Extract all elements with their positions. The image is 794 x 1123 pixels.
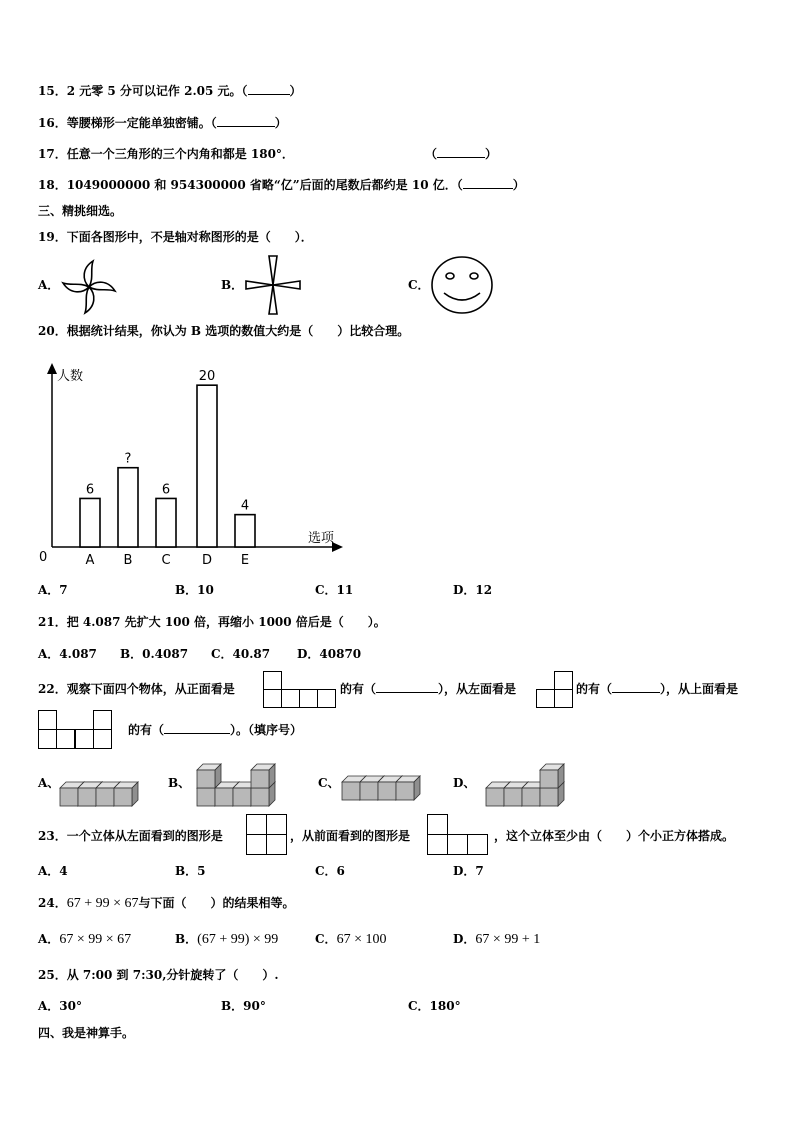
question-22-part4: 的有（ ）。（填序号） (128, 723, 303, 737)
tick-label-C: C (161, 553, 171, 568)
left-view-2x2-figure (246, 814, 288, 856)
answer-blank[interactable] (376, 681, 438, 693)
option-c[interactable]: C． (408, 278, 430, 292)
answer-blank[interactable] (164, 722, 230, 734)
option-b[interactable]: B． (221, 278, 244, 292)
question-17: 17．任意一个三角形的三个内角和都是 180°． (38, 147, 294, 161)
smiley-face-icon (430, 255, 494, 315)
data-label-D: 20 (198, 369, 216, 385)
question-22-part3: 的有（ ），从上面看是 (576, 682, 739, 696)
cube-figure-c (340, 762, 430, 802)
option-c[interactable]: C．11 (315, 583, 354, 597)
cube (251, 764, 275, 788)
option-c[interactable]: C．180° (408, 999, 461, 1013)
cube-figure-a (58, 758, 144, 808)
answer-blank[interactable] (217, 115, 275, 127)
option-a[interactable]: A、 (38, 776, 60, 790)
option-b[interactable]: B．90° (221, 999, 266, 1013)
answer-blank[interactable] (248, 83, 290, 95)
bar-A (80, 498, 100, 547)
cube (396, 776, 420, 800)
option-d[interactable]: D、 (453, 776, 476, 790)
tick-label-B: B (123, 553, 133, 568)
option-c[interactable]: C、 (318, 776, 340, 790)
y-axis-label: 人数 (57, 369, 84, 384)
question-15: 15．2 元零 5 分可以记作 2.05 元。（ ） (38, 84, 302, 98)
option-b[interactable]: B．(67 + 99) × 99 (175, 932, 279, 947)
option-d[interactable]: D．7 (453, 864, 484, 878)
cube-figure-b (195, 758, 285, 808)
question-17-answer: （ ） (425, 147, 498, 161)
question-22-number: 22．观察下面四个物体，从正面看是 (38, 682, 235, 696)
answer-blank[interactable] (612, 681, 660, 693)
x-axis-label: 选项 (308, 531, 335, 546)
cube (540, 764, 564, 788)
tick-label-E: E (240, 553, 250, 568)
tick-label-D: D (201, 553, 213, 568)
front-view-figure (427, 814, 491, 856)
option-d[interactable]: D．40870 (297, 647, 362, 661)
option-a[interactable]: A．30° (38, 999, 83, 1013)
answer-blank[interactable] (437, 146, 485, 158)
option-d[interactable]: D．12 (453, 583, 493, 597)
top-view-figure (38, 710, 114, 750)
cube (114, 782, 138, 806)
front-view-figure (263, 671, 338, 709)
question-19: 19．下面各图形中，不是轴对称图形的是（ ）． (38, 230, 313, 244)
question-22-part2: 的有（ ），从左面看是 (340, 682, 517, 696)
section-heading: 三、精挑细选。 (38, 204, 123, 218)
pinwheel-icon (60, 258, 118, 316)
option-a[interactable]: A．67 × 99 × 67 (38, 932, 132, 947)
expression: 67 + 99 × 67 (66, 896, 139, 911)
option-a[interactable]: A．4 (38, 864, 68, 878)
section-heading: 四、我是神算手。 (38, 1026, 135, 1040)
option-a[interactable]: A．4.087 (38, 647, 97, 661)
y-axis-arrow (47, 363, 57, 374)
tick-label-A: A (85, 553, 95, 568)
question-21: 21．把 4.087 先扩大 100 倍，再缩小 1000 倍后是（ ）。 (38, 615, 386, 629)
bar-chart (30, 355, 360, 570)
option-b[interactable]: B．5 (175, 864, 206, 878)
data-label-B: ? (124, 451, 132, 467)
bar-C (156, 498, 176, 547)
question-23-start: 23．一个立体从左面看到的图形是 (38, 829, 223, 843)
option-d[interactable]: D．67 × 99 + 1 (453, 932, 541, 947)
data-label-C: 6 (161, 482, 171, 498)
question-23-mid: ，从前面看到的图形是 (290, 829, 411, 843)
question-23-end: ，这个立体至少由（ ）个小正方体搭成。 (494, 829, 735, 843)
option-c[interactable]: C．6 (315, 864, 345, 878)
bar-D (197, 385, 217, 547)
option-c[interactable]: C．67 × 100 (315, 932, 387, 947)
option-b[interactable]: B．10 (175, 583, 214, 597)
question-24: 24．67 + 99 × 67与下面（ ）的结果相等。 (38, 896, 295, 911)
question-18: 18．1049000000 和 954300000 省略“亿”后面的尾数后都约是 10 亿．（ ） (38, 178, 525, 192)
option-a[interactable]: A． (38, 278, 60, 292)
cube-figure-d (484, 758, 574, 808)
origin-label: 0 (39, 550, 48, 565)
data-label-A: 6 (85, 482, 95, 498)
answer-blank[interactable] (463, 177, 513, 189)
question-25: 25．从 7:00 到 7:30,分针旋转了（ ）. (38, 968, 279, 982)
bar-E (235, 515, 255, 547)
bar-B (118, 468, 138, 547)
option-c[interactable]: C．40.87 (211, 647, 271, 661)
cube (197, 764, 221, 788)
question-16: 16．等腰梯形一定能单独密铺。（ ） (38, 116, 287, 130)
option-a[interactable]: A．7 (38, 583, 68, 597)
data-label-E: 4 (240, 498, 250, 514)
option-b[interactable]: B、 (168, 776, 191, 790)
question-20: 20．根据统计结果，你认为 B 选项的数值大约是（ ）比较合理。 (38, 324, 410, 338)
option-b[interactable]: B．0.4087 (120, 647, 189, 661)
cross-icon (244, 254, 302, 316)
left-view-figure (535, 671, 575, 709)
